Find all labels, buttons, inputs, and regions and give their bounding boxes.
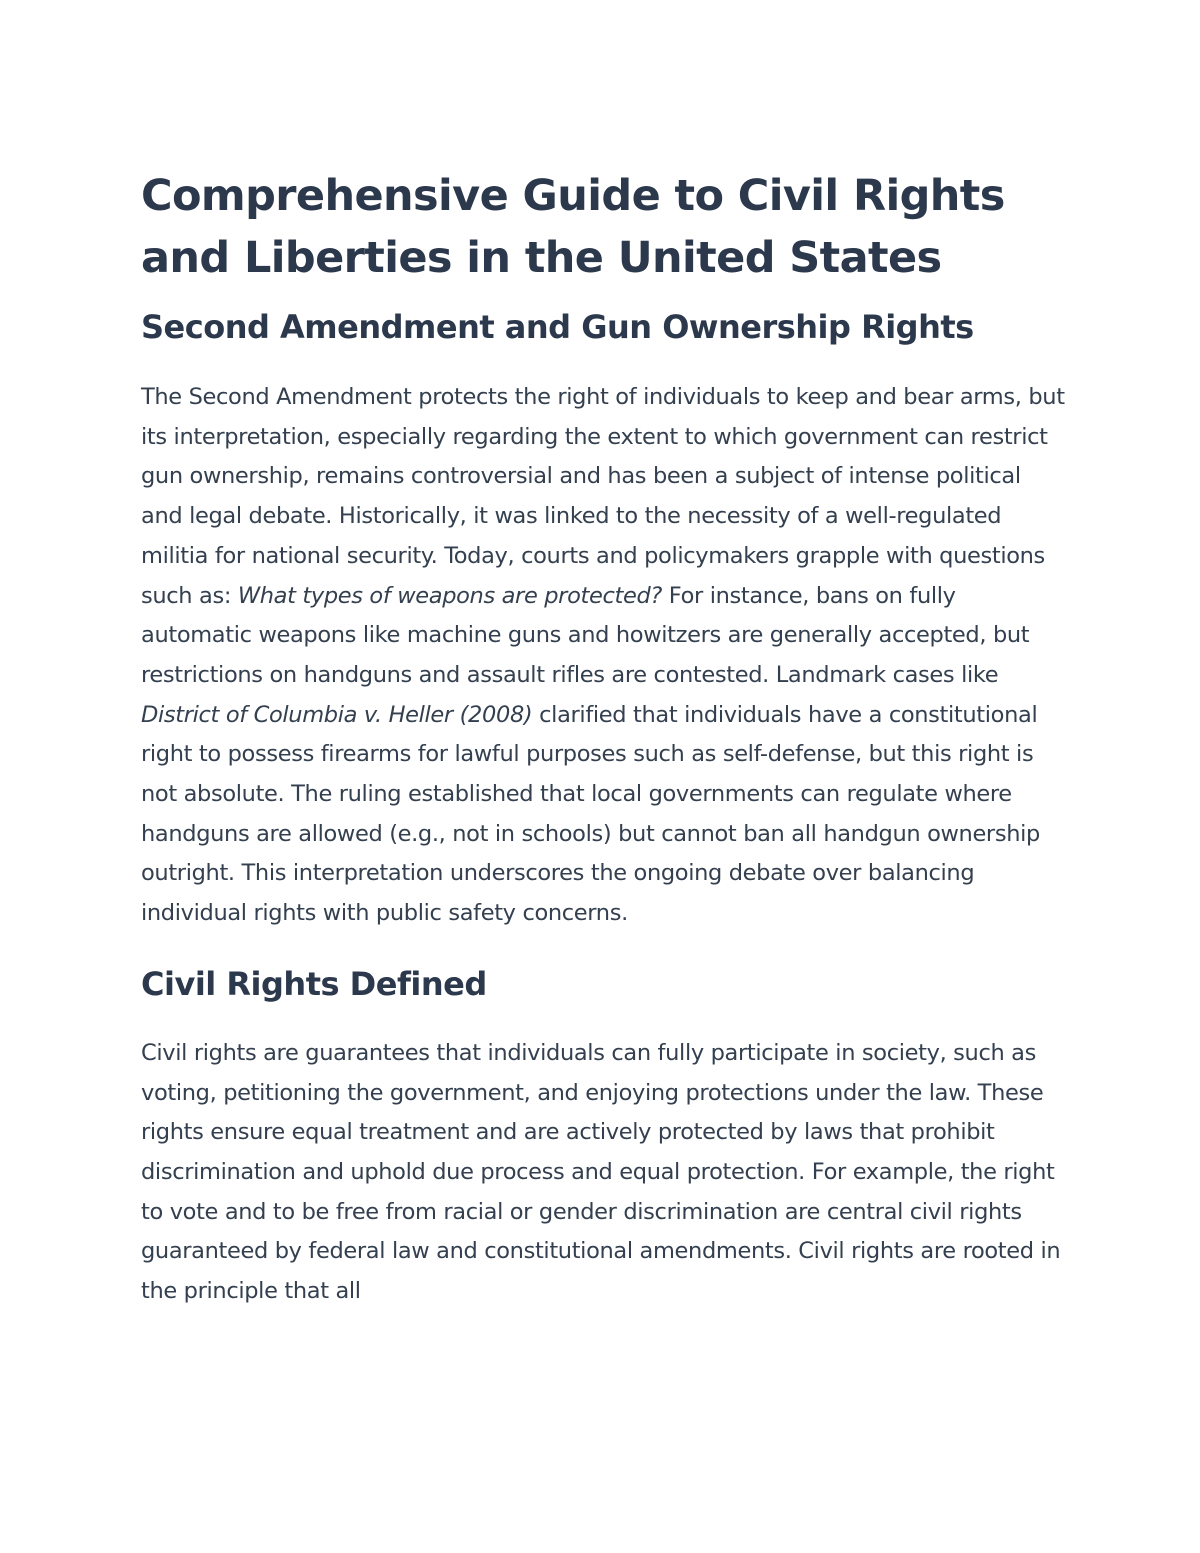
italic-question: What types of weapons are protected? [237, 582, 662, 609]
document-title: Comprehensive Guide to Civil Rights and Liberties in the United States [141, 171, 1005, 283]
paragraph-text: The Second Amendment protects the right of individuals to keep and bear arms, but its interpretation, especially regarding the extent to which government can restrict gun ownership, remains controversial and has been a subject of intense political and legal debate. Historically, it was linked to the necessity of a well-regulated militia for national security. Today, courts and policymakers grapple with questions such as: [141, 384, 1065, 609]
document-page [141, 165, 1066, 1312]
section-heading-second-amendment: Second Amendment and Gun Ownership Rights [141, 308, 974, 346]
paragraph-second-amendment [141, 378, 1066, 934]
paragraph-text: clarified that individuals have a constitutional right to possess firearms for lawful purposes such as self-defense, but this right is not absolute. The ruling established that local governments can regulate where handguns are allowed (e.g., not in schools) but cannot ban all handgun ownership outright. This interpretation underscores the ongoing debate over balancing individual rights with public safety concerns. [141, 701, 1040, 927]
paragraph-text: For instance, bans on fully automatic weapons like machine guns and howitzers are generally accepted, but restrictions on handguns and assault rifles are contested. Landmark cases like [141, 582, 1030, 688]
paragraph-civil-rights: Civil rights are guarantees that individuals can fully participate in society, such as voting, petitioning the government, and enjoying protections under the law. These rights ensure equal treatment and are actively protected by laws that prohibit discrimination and uphold due process and equal protection. For example, the right to vote and to be free from racial or gender discrimination are central civil rights guaranteed by federal law and constitutional amendments. Civil rights are rooted in the principle that all [141, 1039, 1061, 1305]
case-citation: District of Columbia v. Heller (2008) [141, 701, 533, 728]
section-heading-civil-rights: Civil Rights Defined [141, 964, 487, 1003]
